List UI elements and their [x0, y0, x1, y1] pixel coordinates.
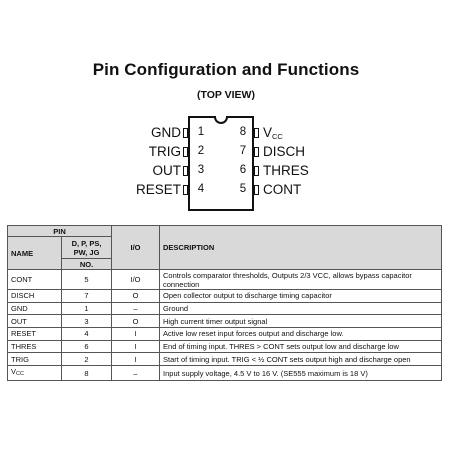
pin-4-lead — [183, 185, 188, 195]
top-view-caption: (TOP VIEW) — [197, 89, 255, 101]
pin-io: O — [112, 290, 160, 303]
pin-description: End of timing input. THRES > CONT sets output low and discharge low — [160, 340, 442, 353]
pin-io: I — [112, 353, 160, 366]
number-header: NO. — [62, 259, 112, 270]
pin-name: THRES — [8, 340, 62, 353]
pin-7-label: DISCH — [263, 144, 306, 159]
pin-6-lead — [254, 166, 259, 176]
table-row — [8, 270, 442, 290]
table-row — [8, 290, 442, 303]
pin-number: 5 — [62, 270, 112, 290]
pin-5-lead — [254, 185, 259, 195]
pin-5-number: 5 — [239, 183, 247, 195]
page-title: Pin Configuration and Functions — [92, 60, 360, 79]
pin-1-number: 1 — [197, 126, 205, 138]
pin-group-header: PIN — [8, 226, 112, 237]
pin-2-label: TRIG — [148, 144, 181, 159]
pin-description: Start of timing input. TRIG < ½ CONT sets output high and discharge open — [160, 353, 442, 366]
package-header: D, P, PS, PW, JG — [62, 237, 112, 259]
pin-description: Ground — [160, 302, 442, 315]
table-row — [8, 353, 442, 366]
pin-number: 3 — [62, 315, 112, 328]
pin-io: I/O — [112, 270, 160, 290]
pin-1-label: GND — [151, 125, 181, 140]
pin-io: I — [112, 328, 160, 341]
pin-4-number: 4 — [197, 183, 205, 195]
table-row — [8, 366, 442, 381]
pin-name: RESET — [8, 328, 62, 341]
pin-io: O — [112, 315, 160, 328]
pin-name: GND — [8, 302, 62, 315]
name-header: NAME — [8, 237, 62, 270]
pin-8-number: 8 — [239, 126, 247, 138]
pin-number: 7 — [62, 290, 112, 303]
pin-5-label: CONT — [263, 182, 302, 197]
pin-number: 6 — [62, 340, 112, 353]
pin-description: Controls comparator thresholds, Outputs 2/3 VCC, allows bypass capacitor connection — [160, 270, 442, 290]
pin-io: – — [112, 366, 160, 381]
table-row — [8, 328, 442, 341]
pin-6-number: 6 — [239, 164, 247, 176]
pin-name: OUT — [8, 315, 62, 328]
pin-3-number: 3 — [197, 164, 205, 176]
pin-6-label: THRES — [263, 163, 309, 178]
pin-name: VCC — [8, 366, 62, 381]
pin-function-table — [7, 225, 442, 381]
description-header: DESCRIPTION — [160, 226, 442, 270]
pin-number: 4 — [62, 328, 112, 341]
table-row — [8, 340, 442, 353]
pin-description: Active low reset input forces output and discharge low. — [160, 328, 442, 341]
pin-description: Open collector output to discharge timing capacitor — [160, 290, 442, 303]
pin-name: DISCH — [8, 290, 62, 303]
pin-2-lead — [183, 147, 188, 157]
pin-2-number: 2 — [197, 145, 205, 157]
table-row — [8, 302, 442, 315]
table-row — [8, 315, 442, 328]
io-header: I/O — [112, 226, 160, 270]
pin-7-lead — [254, 147, 259, 157]
pin-number: 8 — [62, 366, 112, 381]
pin-name: CONT — [8, 270, 62, 290]
pin-3-label: OUT — [152, 163, 181, 178]
pin-number: 1 — [62, 302, 112, 315]
pin-description: High current timer output signal — [160, 315, 442, 328]
pin-name: TRIG — [8, 353, 62, 366]
pin-8-lead — [254, 128, 259, 138]
pin-number: 2 — [62, 353, 112, 366]
chip-notch — [214, 116, 228, 124]
pin-io: – — [112, 302, 160, 315]
pin-8-label: VCC — [263, 125, 283, 141]
pin-description: Input supply voltage, 4.5 V to 16 V. (SE555 maximum is 18 V) — [160, 366, 442, 381]
pin-3-lead — [183, 166, 188, 176]
pin-1-lead — [183, 128, 188, 138]
pin-io: I — [112, 340, 160, 353]
pin-4-label: RESET — [135, 182, 181, 197]
pin-7-number: 7 — [239, 145, 247, 157]
